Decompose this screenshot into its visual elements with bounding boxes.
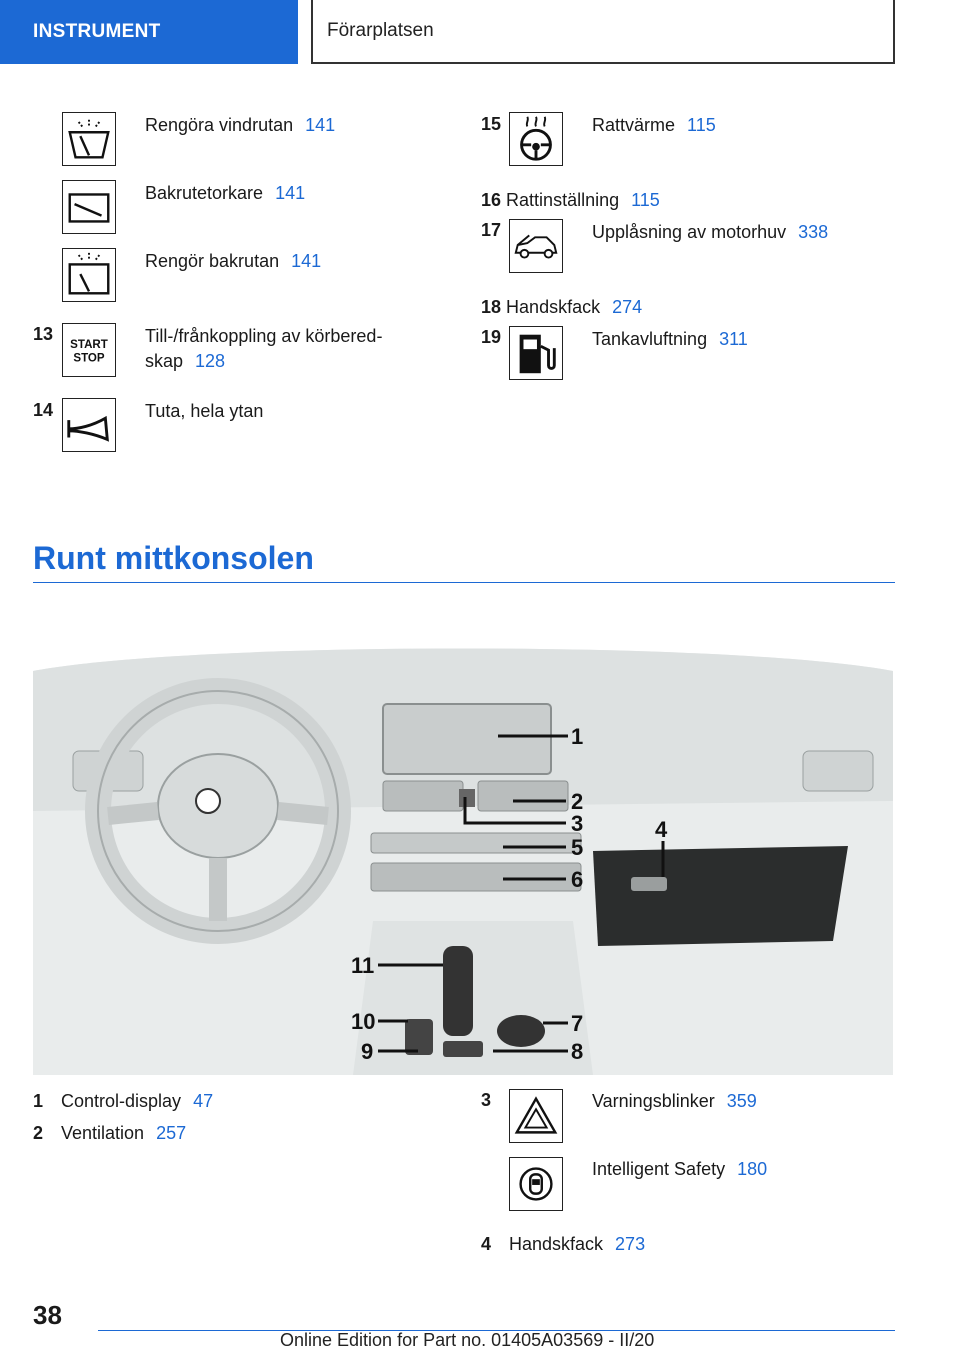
- list-item: Upplåsning av motorhuv 338: [592, 222, 829, 242]
- item-number: 13: [33, 324, 54, 344]
- page-ref-link[interactable]: 115: [631, 190, 660, 210]
- page-ref-link[interactable]: 257: [156, 1123, 187, 1143]
- list-item: Intelligent Safety 180: [592, 1159, 768, 1179]
- svg-text:STOP: STOP: [73, 352, 105, 365]
- windshield-washer-icon: [62, 112, 116, 166]
- list-item: 2 Ventilation 257: [33, 1121, 186, 1146]
- list-item: 16 Rattinställning 115: [481, 190, 660, 210]
- rear-wiper-icon: [62, 180, 116, 234]
- page-ref-link[interactable]: 128: [195, 351, 226, 371]
- item-number: 17: [481, 220, 502, 240]
- page-ref-link[interactable]: 311: [719, 329, 748, 349]
- photo-callout: 5: [571, 835, 584, 860]
- photo-callout: 8: [571, 1039, 584, 1064]
- item-number: 4: [481, 1234, 492, 1254]
- horn-icon: [62, 398, 116, 452]
- page-ref-link[interactable]: 141: [275, 183, 306, 203]
- fuel-pump-icon: [509, 326, 563, 380]
- photo-callout: 10: [351, 1009, 376, 1034]
- hazard-warning-icon: [509, 1089, 563, 1143]
- item-number: 3: [481, 1090, 492, 1110]
- rear-washer-icon: [62, 248, 116, 302]
- item-number: 1: [33, 1091, 44, 1111]
- photo-callout: 1: [571, 724, 584, 749]
- photo-callout: 9: [361, 1039, 374, 1064]
- intelligent-safety-icon: [509, 1157, 563, 1211]
- item-number: 16: [481, 190, 502, 210]
- photo-callout: 7: [571, 1011, 584, 1036]
- list-item: Bakrutetorkare 141: [145, 183, 306, 203]
- page-ref-link[interactable]: 141: [291, 251, 322, 271]
- page-ref-link[interactable]: 338: [798, 222, 829, 242]
- list-item: 4 Handskfack 273: [481, 1232, 645, 1257]
- page-ref-link[interactable]: 359: [726, 1091, 757, 1111]
- steering-heat-icon: [509, 112, 563, 166]
- page-ref-link[interactable]: 274: [612, 297, 643, 317]
- page-ref-link[interactable]: 115: [687, 115, 716, 135]
- page-ref-link[interactable]: 47: [193, 1091, 214, 1111]
- page-ref-link[interactable]: 141: [305, 115, 336, 135]
- page-number: 38: [33, 1300, 62, 1330]
- svg-text:START: START: [70, 339, 108, 352]
- list-item: 1 Control-display 47: [33, 1089, 213, 1114]
- footer-edition: Online Edition for Part no. 01405A03569 - II/20: [280, 1330, 655, 1350]
- photo-callout: 4: [655, 817, 668, 842]
- item-number: 18: [481, 297, 502, 317]
- item-number: 2: [33, 1123, 44, 1143]
- list-item: 18 Handskfack 274: [481, 297, 643, 317]
- list-item: Rengör bakrutan 141: [145, 251, 322, 271]
- page-ref-link[interactable]: 273: [615, 1234, 646, 1254]
- list-item: Till-/frånkoppling av körbered- skap 128: [145, 326, 383, 371]
- item-number: 19: [481, 327, 502, 347]
- photo-callout: 11: [351, 953, 375, 978]
- list-item: Tuta, hela ytan: [145, 401, 264, 421]
- item-number: 15: [481, 114, 502, 134]
- divider: [33, 582, 895, 583]
- start-stop-icon: [62, 323, 116, 377]
- list-item: Rengöra vindrutan 141: [145, 115, 336, 135]
- photo-callout: 6: [571, 867, 584, 892]
- list-item: Varningsblinker 359: [592, 1091, 757, 1111]
- item-number: 14: [33, 400, 54, 420]
- photo-callout: 3: [571, 811, 584, 836]
- section-heading: Runt mittkonsolen: [33, 540, 314, 576]
- photo-callout: 2: [571, 789, 584, 814]
- list-item: Rattvärme 115: [592, 115, 716, 135]
- chapter-title: Förarplatsen: [311, 0, 895, 64]
- page-ref-link[interactable]: 180: [737, 1159, 768, 1179]
- dashboard-photo: [33, 601, 893, 1075]
- section-tab: INSTRUMENT: [0, 0, 298, 64]
- hood-release-icon: [509, 219, 563, 273]
- list-item: Tankavluftning 311: [592, 329, 748, 349]
